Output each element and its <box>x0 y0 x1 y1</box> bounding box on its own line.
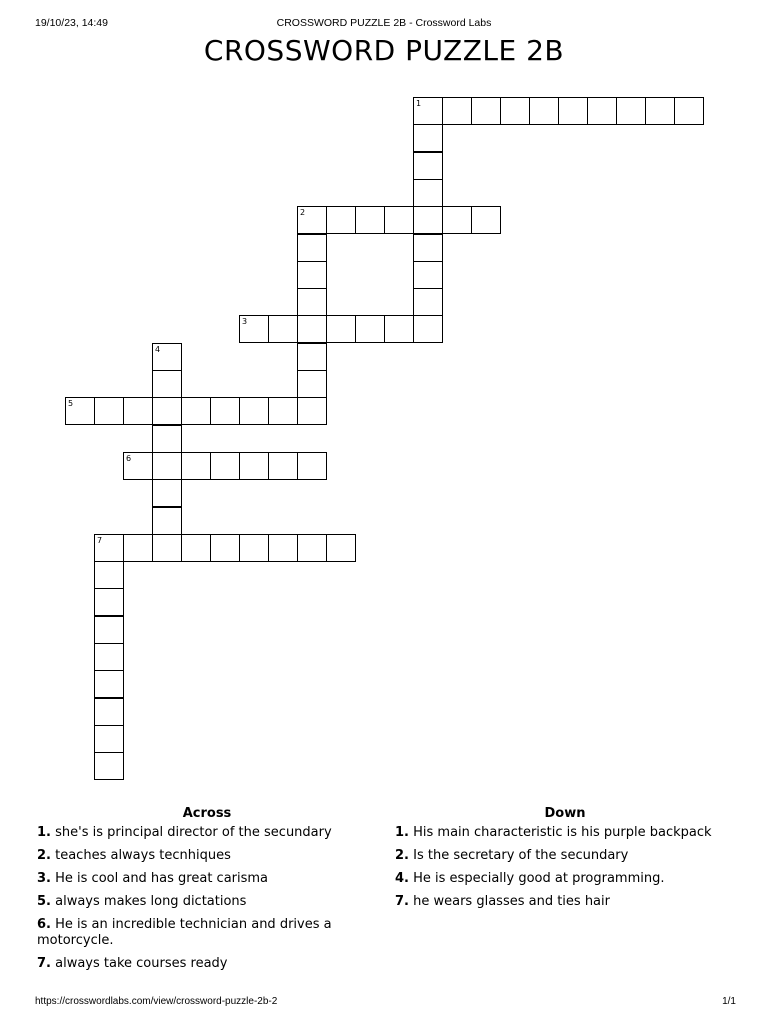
down-clue: 2. Is the secretary of the secundary <box>395 848 629 863</box>
grid-cell[interactable] <box>384 206 414 234</box>
grid-cell[interactable] <box>94 616 124 644</box>
grid-cell[interactable] <box>181 534 211 562</box>
grid-cell[interactable] <box>645 97 675 125</box>
clue-number: 1 <box>416 99 422 108</box>
grid-cell[interactable] <box>297 370 327 398</box>
puzzle-title: CROSSWORD PUZZLE 2B <box>203 34 565 67</box>
down-clue: 1. His main characteristic is his purple backpack <box>395 825 712 840</box>
grid-cell[interactable] <box>152 479 182 507</box>
grid-cell[interactable] <box>355 206 385 234</box>
print-datetime: 19/10/23, 14:49 <box>35 17 108 29</box>
down-heading: Down <box>544 806 586 821</box>
grid-cell[interactable] <box>94 588 124 616</box>
grid-cell[interactable] <box>384 315 414 343</box>
grid-cell[interactable] <box>123 452 153 480</box>
grid-cell[interactable] <box>123 397 153 425</box>
grid-cell[interactable] <box>94 397 124 425</box>
print-page-title: CROSSWORD PUZZLE 2B - Crossword Labs <box>276 17 492 29</box>
grid-cell[interactable] <box>326 315 356 343</box>
down-clues <box>395 806 735 917</box>
grid-cell[interactable] <box>152 534 182 562</box>
grid-cell[interactable] <box>152 397 182 425</box>
grid-cell[interactable] <box>152 425 182 453</box>
grid-cell[interactable] <box>297 534 327 562</box>
grid-cell[interactable] <box>94 670 124 698</box>
grid-cell[interactable] <box>471 97 501 125</box>
grid-cell[interactable] <box>674 97 704 125</box>
grid-cell[interactable] <box>442 97 472 125</box>
grid-cell[interactable] <box>413 234 443 262</box>
grid-cell[interactable] <box>210 397 240 425</box>
grid-cell[interactable] <box>268 534 298 562</box>
across-clue: 3. He is cool and has great carisma <box>37 871 269 886</box>
grid-cell[interactable] <box>471 206 501 234</box>
grid-cell[interactable] <box>152 507 182 535</box>
clue-number: 4 <box>155 344 161 354</box>
across-clue: 5. always makes long dictations <box>37 894 247 909</box>
clue-number: 3 <box>242 317 248 327</box>
grid-cell[interactable] <box>413 288 443 316</box>
grid-cell[interactable] <box>152 370 182 398</box>
grid-cell[interactable] <box>500 97 530 125</box>
grid-cell[interactable] <box>94 752 124 780</box>
grid-cell[interactable] <box>268 397 298 425</box>
grid-cell[interactable] <box>413 152 443 180</box>
across-heading: Across <box>182 806 232 821</box>
grid-cell[interactable] <box>210 534 240 562</box>
grid-cell[interactable] <box>355 315 385 343</box>
grid-cell[interactable] <box>94 725 124 753</box>
grid-cell[interactable] <box>297 234 327 262</box>
clue-number: 7 <box>97 535 103 545</box>
grid-cell[interactable] <box>94 643 124 671</box>
grid-cell[interactable] <box>239 397 269 425</box>
grid-cell[interactable] <box>123 534 153 562</box>
grid-cell[interactable] <box>152 343 182 371</box>
print-page-number: 1/1 <box>722 996 736 1007</box>
grid-cell[interactable] <box>326 534 356 562</box>
down-clue: 7. he wears glasses and ties hair <box>395 894 610 909</box>
clue-number: 2 <box>300 208 306 218</box>
grid-cell[interactable] <box>94 698 124 726</box>
grid-cell[interactable] <box>413 124 443 152</box>
grid-cell[interactable] <box>239 315 269 343</box>
grid-cell[interactable] <box>181 452 211 480</box>
print-url: https://crosswordlabs.com/view/crossword-puzzle-2b-2 <box>35 996 278 1007</box>
grid-cell[interactable] <box>413 315 443 343</box>
clue-number: 6 <box>126 453 132 463</box>
grid-cell[interactable] <box>239 534 269 562</box>
down-clue: 4. He is especially good at programming. <box>395 871 665 886</box>
grid-cell[interactable] <box>297 452 327 480</box>
grid-cell[interactable] <box>210 452 240 480</box>
grid-cell[interactable] <box>297 315 327 343</box>
across-clue: 7. always take courses ready <box>37 956 228 971</box>
clue-number: 5 <box>68 399 74 409</box>
grid-cell[interactable] <box>239 452 269 480</box>
grid-cell[interactable] <box>413 206 443 234</box>
grid-cell[interactable] <box>297 343 327 371</box>
across-clue: 6. He is an incredible technician and drives a motorcycle. <box>37 917 332 948</box>
grid-cell[interactable] <box>297 206 327 234</box>
across-clues <box>37 806 377 979</box>
across-clue: 2. teaches always tecnhiques <box>37 848 231 863</box>
grid-cell[interactable] <box>413 97 443 125</box>
grid-cell[interactable] <box>326 206 356 234</box>
grid-cell[interactable] <box>152 452 182 480</box>
grid-cell[interactable] <box>181 397 211 425</box>
grid-cell[interactable] <box>94 534 124 562</box>
grid-cell[interactable] <box>442 206 472 234</box>
grid-cell[interactable] <box>558 97 588 125</box>
grid-cell[interactable] <box>65 397 95 425</box>
grid-cell[interactable] <box>297 288 327 316</box>
grid-cell[interactable] <box>297 397 327 425</box>
grid-cell[interactable] <box>297 261 327 289</box>
across-clue: 1. she's is principal director of the secundary <box>37 825 332 840</box>
grid-cell[interactable] <box>413 179 443 207</box>
grid-cell[interactable] <box>268 315 298 343</box>
grid-cell[interactable] <box>413 261 443 289</box>
grid-cell[interactable] <box>94 561 124 589</box>
grid-cell[interactable] <box>268 452 298 480</box>
grid-cell[interactable] <box>616 97 646 125</box>
grid-cell[interactable] <box>587 97 617 125</box>
grid-cell[interactable] <box>529 97 559 125</box>
